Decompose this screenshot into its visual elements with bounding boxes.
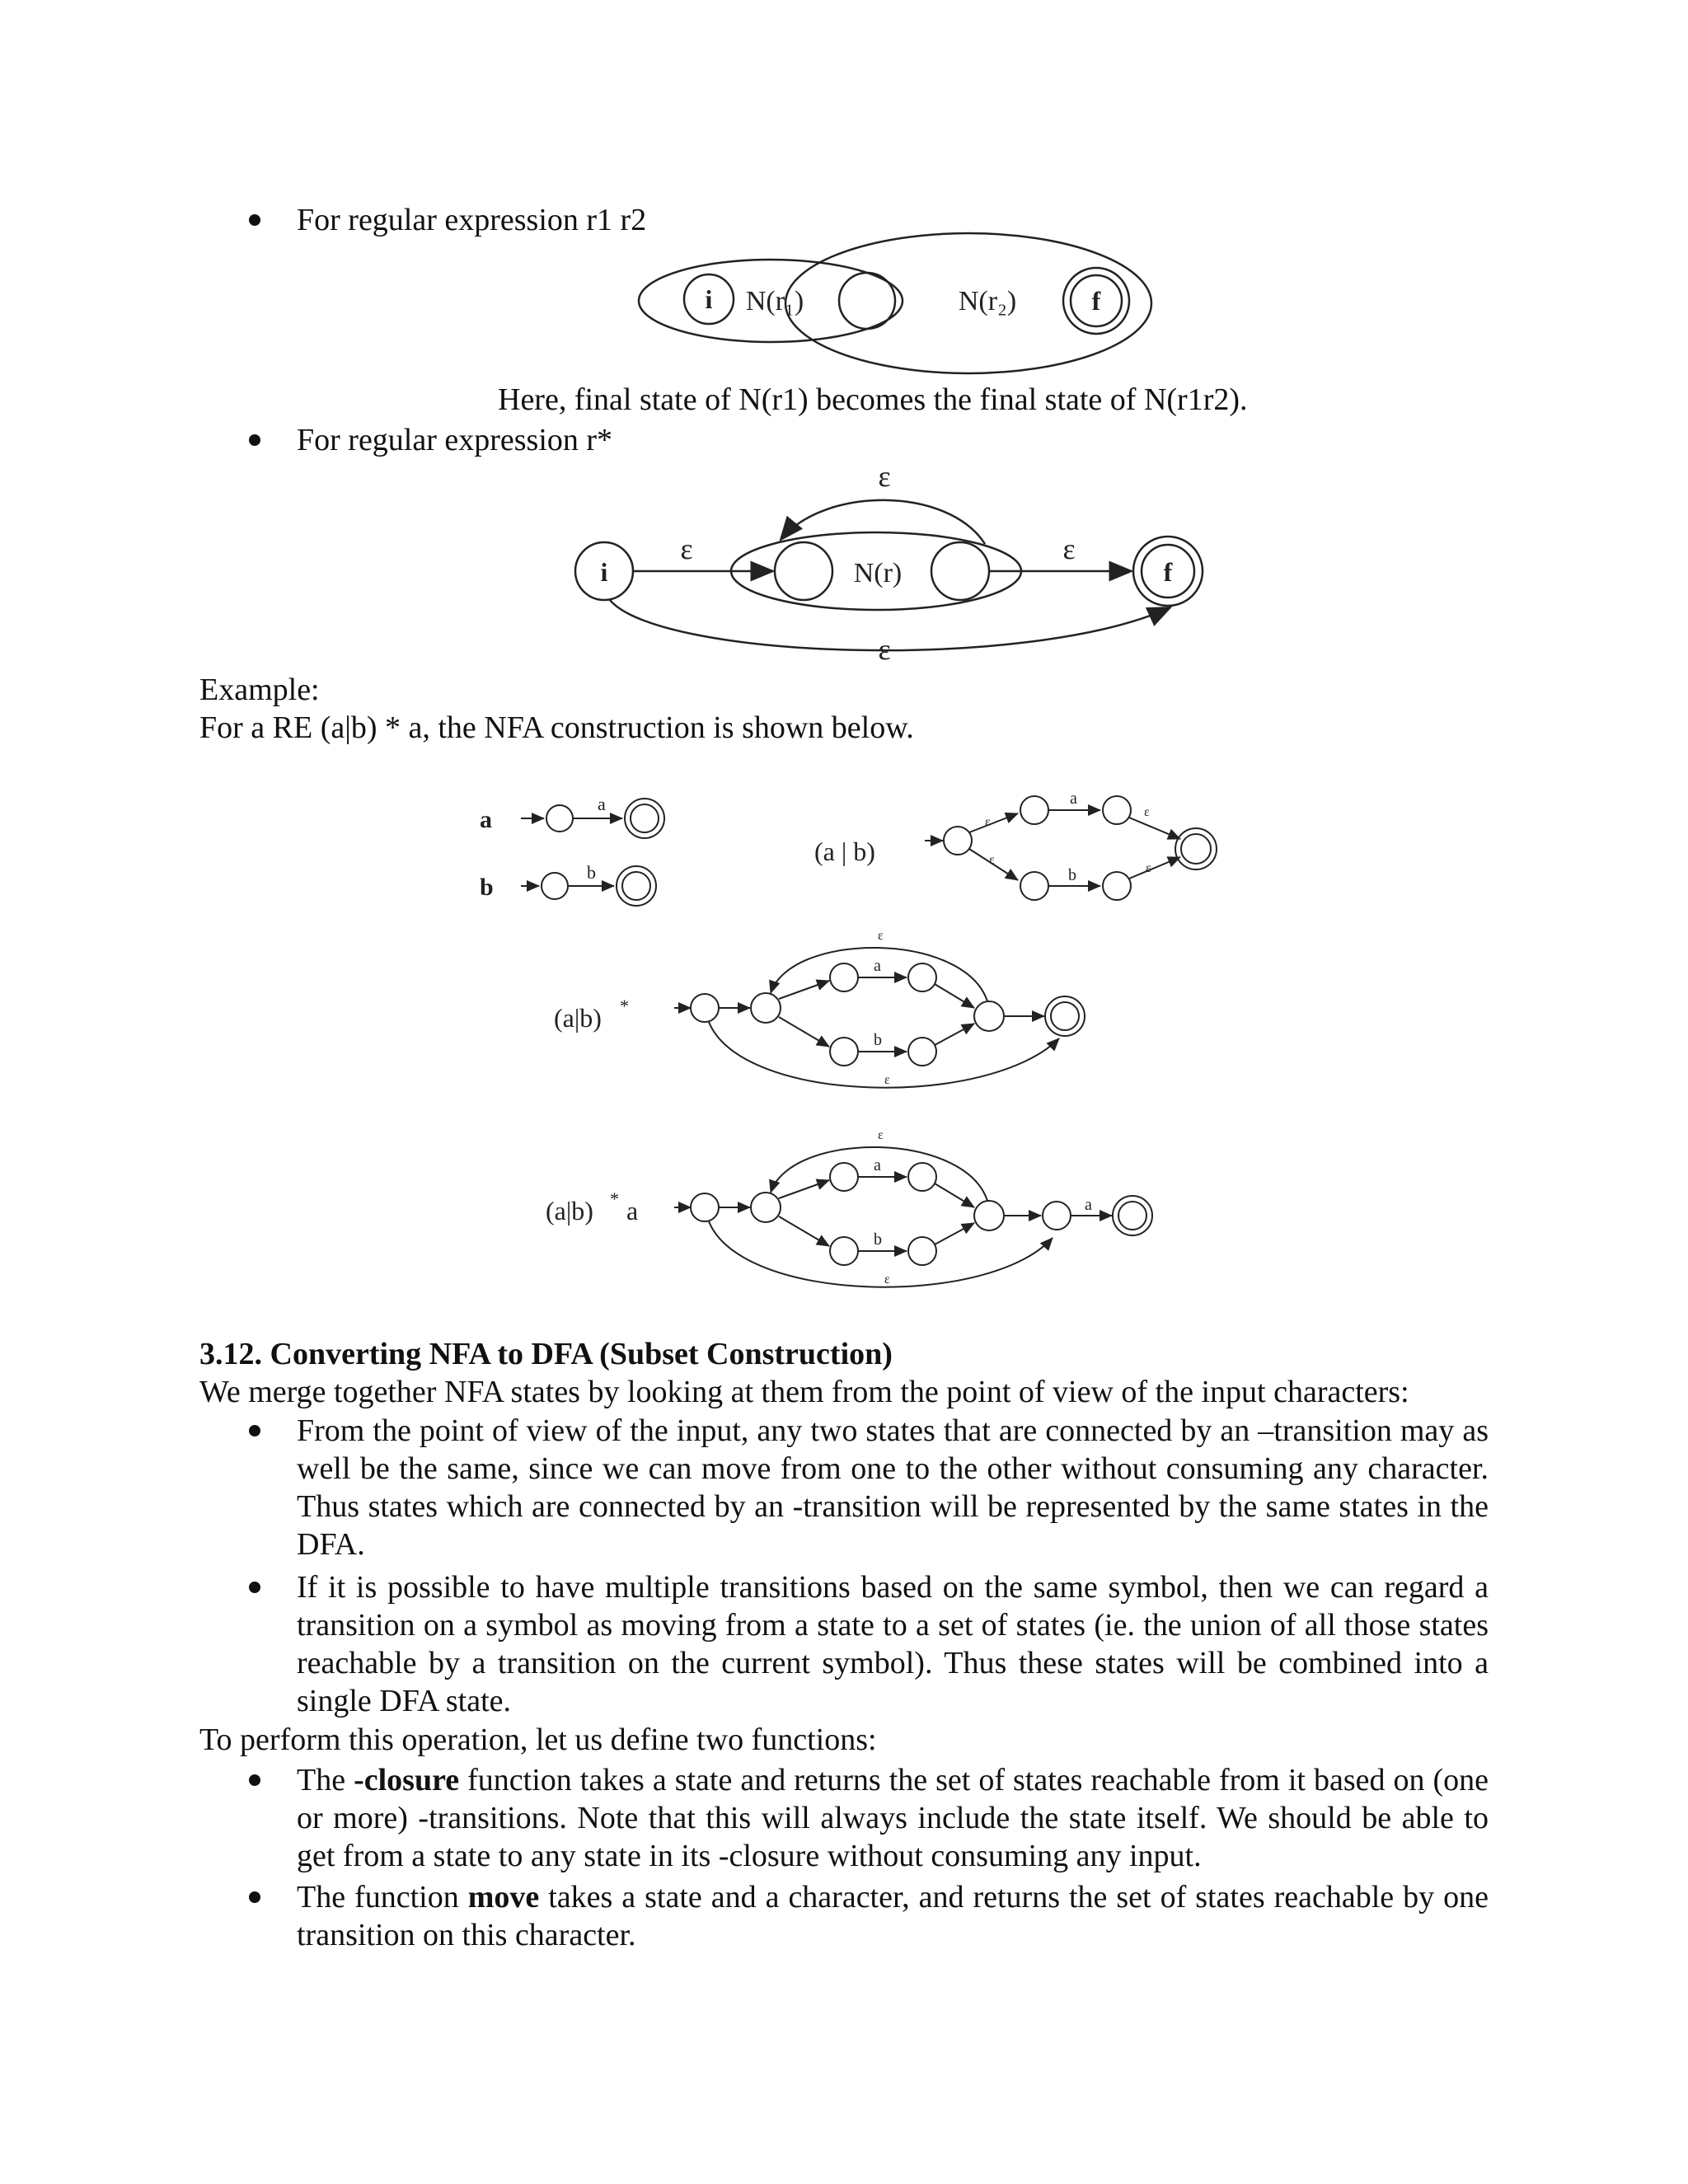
alt-eps-2: ε bbox=[989, 853, 995, 867]
final-edge-a: a bbox=[874, 1156, 881, 1174]
move-term: move bbox=[467, 1880, 540, 1915]
subset-bullet-2: If it is possible to have multiple transitions based on the same symbol, then we can regard a transition on a symbol as moving from a state to a set of states (ie. the union of all those states reachable by a transition on the current symbol). Thus these states will be combined into a single DFA state. bbox=[297, 1570, 1489, 1718]
bullet-star-text: For regular expression r* bbox=[297, 423, 613, 457]
bullet-concat-text: For regular expression r1 r2 bbox=[297, 203, 647, 237]
label-i: i bbox=[705, 284, 713, 314]
bullet-dot bbox=[249, 1582, 260, 1593]
edge-b: b bbox=[587, 862, 596, 883]
closure-definition: The -closure function takes a state and returns the set of states reachable from it based on (one or more) -transitions. Note that this will always include the state itself. We should be able to get from a state to any state in its -closure without consuming any input. bbox=[297, 1763, 1489, 1873]
final-eps-top: ε bbox=[878, 1128, 884, 1142]
edge-a: a bbox=[598, 794, 606, 814]
star-label-f: f bbox=[1163, 557, 1173, 587]
alt-eps-4: ε bbox=[1146, 861, 1151, 875]
star-label-nr: N(r) bbox=[853, 558, 903, 588]
alt-eps-3: ε bbox=[1144, 805, 1150, 819]
eps-left: ε bbox=[680, 532, 693, 565]
fig-label-star: (a|b) bbox=[554, 1003, 602, 1033]
star-eps-bottom: ε bbox=[884, 1073, 890, 1087]
alt-edge-b: b bbox=[1068, 866, 1076, 884]
fig-label-star-a: (a|b) bbox=[546, 1196, 593, 1226]
final-edge-b: b bbox=[874, 1230, 882, 1249]
star-edge-b: b bbox=[874, 1031, 882, 1049]
label-nr2: N(r₂) bbox=[958, 286, 1017, 316]
section-312-title: 3.12. Converting NFA to DFA (Subset Construction) bbox=[199, 1337, 893, 1371]
example-intro: For a RE (a|b) * a, the NFA construction is shown below. bbox=[199, 710, 914, 745]
bullet-dot bbox=[249, 1774, 260, 1786]
eps-bottom: ε bbox=[878, 633, 891, 666]
star-label-i: i bbox=[600, 557, 608, 587]
star-mark: * bbox=[620, 996, 629, 1016]
fig-label-a: a bbox=[480, 806, 492, 833]
star-eps-top: ε bbox=[878, 929, 884, 943]
fig-label-b: b bbox=[480, 874, 494, 901]
bullet-dot bbox=[249, 1425, 260, 1436]
fig-label-alt: (a | b) bbox=[814, 837, 875, 866]
final-eps-bottom: ε bbox=[884, 1272, 890, 1286]
define-intro: To perform this operation, let us define two functions: bbox=[199, 1722, 877, 1757]
eps-right: ε bbox=[1062, 532, 1076, 565]
star-edge-a: a bbox=[874, 957, 881, 975]
alt-edge-a: a bbox=[1070, 790, 1077, 808]
concat-note: Here, final state of N(r1) becomes the final state of N(r1r2). bbox=[498, 382, 1248, 417]
final-edge-last-a: a bbox=[1085, 1196, 1092, 1214]
example-heading: Example: bbox=[199, 673, 320, 707]
star-mark-2: * bbox=[610, 1188, 619, 1209]
section-312-intro: We merge together NFA states by looking at them from the point of view of the input characters: bbox=[199, 1375, 1409, 1409]
move-definition: The function move takes a state and a character, and returns the set of states reachable by one transition on this character. bbox=[297, 1880, 1489, 1952]
label-f: f bbox=[1091, 286, 1101, 316]
bullet-dot bbox=[249, 1891, 260, 1903]
label-nr1: N(r₁) bbox=[745, 286, 804, 316]
subset-bullet-1: From the point of view of the input, any two states that are connected by an –transition may as well be the same, since we can move from one to the other without consuming any character. Thus states which are connected by an -transition will be represented by the same states in the DFA. bbox=[297, 1413, 1489, 1562]
fig-label-final-a: a bbox=[626, 1196, 639, 1226]
alt-eps-1: ε bbox=[985, 815, 991, 829]
closure-term: -closure bbox=[354, 1763, 460, 1797]
eps-top: ε bbox=[878, 460, 891, 493]
